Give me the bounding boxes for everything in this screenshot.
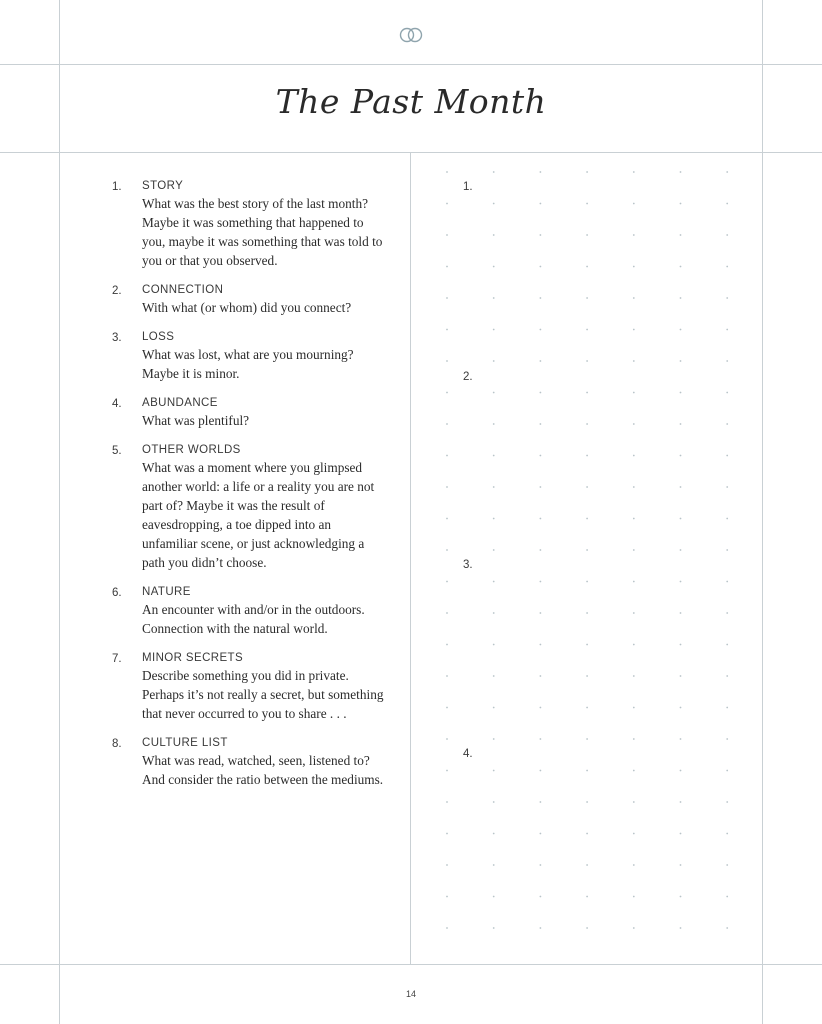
grid-dot (633, 927, 635, 929)
grid-dot (493, 644, 495, 646)
grid-dot (726, 738, 728, 740)
grid-dot (540, 833, 542, 835)
grid-dot (446, 549, 448, 551)
grid-dot (493, 770, 495, 772)
grid-dot (540, 455, 542, 457)
grid-dot (633, 612, 635, 614)
grid-dot (586, 423, 588, 425)
grid-dot (540, 486, 542, 488)
header-rule-top (0, 64, 822, 65)
grid-dot (493, 581, 495, 583)
grid-dot (680, 864, 682, 866)
grid-dot (493, 896, 495, 898)
grid-dot (680, 423, 682, 425)
grid-dot (446, 927, 448, 929)
grid-dot (726, 770, 728, 772)
grid-dot (493, 171, 495, 173)
grid-dot (726, 392, 728, 394)
grid-dot (540, 644, 542, 646)
grid-dot (586, 833, 588, 835)
grid-dot (586, 329, 588, 331)
prompt-item (112, 397, 402, 430)
grid-dot (726, 581, 728, 583)
grid-dot (633, 203, 635, 205)
grid-dot (586, 864, 588, 866)
grid-dot (446, 455, 448, 457)
grid-dot (680, 770, 682, 772)
grid-dot (446, 738, 448, 740)
grid-dot (540, 423, 542, 425)
grid-dot (446, 266, 448, 268)
grid-dot (540, 360, 542, 362)
grid-dot (633, 896, 635, 898)
grid-dot (633, 833, 635, 835)
grid-dot (633, 486, 635, 488)
grid-dot (680, 896, 682, 898)
prompt-heading: LOSS (142, 331, 175, 343)
interlocking-rings-icon (398, 26, 424, 44)
grid-dot (586, 738, 588, 740)
prompt-text: What was the best story of the last month? Maybe it was something that happened to you, maybe it was something that was told to you or that you observed. (142, 196, 383, 268)
grid-dot (540, 612, 542, 614)
grid-dot (540, 234, 542, 236)
grid-dot (493, 864, 495, 866)
grid-dot (726, 801, 728, 803)
grid-dot (726, 329, 728, 331)
footer-rule (0, 964, 822, 965)
grid-dot (726, 612, 728, 614)
grid-dot (726, 360, 728, 362)
grid-dot (540, 801, 542, 803)
prompt-item (112, 331, 402, 383)
prompt-number: 5. (112, 445, 122, 457)
grid-dot (680, 266, 682, 268)
grid-dot (493, 927, 495, 929)
grid-dot (493, 738, 495, 740)
prompt-number: 7. (112, 653, 122, 665)
grid-dot (446, 518, 448, 520)
grid-dot (493, 707, 495, 709)
prompt-text: What was read, watched, seen, listened to? And consider the ratio between the mediums. (142, 753, 384, 787)
grid-dot (540, 770, 542, 772)
grid-dot (680, 392, 682, 394)
grid-dot (680, 171, 682, 173)
prompt-list (112, 180, 402, 789)
grid-dot (446, 581, 448, 583)
grid-dot (446, 423, 448, 425)
grid-dot (586, 234, 588, 236)
grid-dot (493, 297, 495, 299)
response-number: 2. (463, 371, 473, 383)
grid-dot (633, 360, 635, 362)
grid-dot (680, 455, 682, 457)
prompt-number: 3. (112, 332, 122, 344)
grid-dot (726, 833, 728, 835)
grid-dot (493, 360, 495, 362)
grid-dot (493, 234, 495, 236)
grid-dot (493, 203, 495, 205)
grid-dot (493, 801, 495, 803)
prompt-text: What was a moment where you glimpsed another world: a life or a reality you are not part of? Maybe it was the result of eavesdropping, a toe dipped into an unfamiliar scene, or just acknowledging a path you didn’t choose. (142, 460, 375, 570)
grid-dot (633, 518, 635, 520)
response-number: 1. (463, 181, 473, 193)
grid-dot (446, 644, 448, 646)
grid-dot (446, 707, 448, 709)
grid-dot (726, 234, 728, 236)
grid-dot (540, 203, 542, 205)
header-rule-bottom (0, 152, 822, 153)
prompt-heading: OTHER WORLDS (142, 444, 241, 456)
grid-dot (726, 266, 728, 268)
grid-dot (446, 896, 448, 898)
grid-dot (446, 864, 448, 866)
prompt-heading: CULTURE LIST (142, 737, 228, 749)
grid-dot (633, 266, 635, 268)
prompt-heading: STORY (142, 180, 184, 192)
grid-dot (586, 455, 588, 457)
grid-dot (540, 896, 542, 898)
grid-dot (540, 297, 542, 299)
prompt-item (112, 444, 402, 572)
grid-dot (586, 896, 588, 898)
grid-dot (680, 612, 682, 614)
grid-dot (540, 171, 542, 173)
grid-dot (633, 423, 635, 425)
grid-dot (540, 329, 542, 331)
grid-dot (446, 360, 448, 362)
grid-dot (586, 801, 588, 803)
grid-dot (726, 707, 728, 709)
margin-rule-right (762, 0, 763, 1024)
grid-dot (633, 864, 635, 866)
grid-dot (446, 675, 448, 677)
grid-dot (726, 423, 728, 425)
prompt-item (112, 652, 402, 723)
grid-dot (446, 234, 448, 236)
grid-dot (586, 266, 588, 268)
grid-dot (633, 549, 635, 551)
grid-dot (680, 927, 682, 929)
prompt-item (112, 737, 402, 789)
grid-dot (446, 392, 448, 394)
grid-dot (493, 392, 495, 394)
grid-dot (493, 675, 495, 677)
prompt-number: 8. (112, 738, 122, 750)
grid-dot (586, 518, 588, 520)
prompt-text: An encounter with and/or in the outdoors. Connection with the natural world. (142, 602, 365, 636)
grid-dot (493, 329, 495, 331)
grid-dot (680, 203, 682, 205)
grid-dot (633, 297, 635, 299)
grid-dot (726, 203, 728, 205)
grid-dot (493, 518, 495, 520)
grid-dot (446, 612, 448, 614)
prompt-number: 6. (112, 587, 122, 599)
grid-dot (446, 486, 448, 488)
grid-dot (586, 770, 588, 772)
grid-dot (633, 329, 635, 331)
grid-dot (446, 833, 448, 835)
grid-dot (680, 833, 682, 835)
grid-dot (540, 266, 542, 268)
grid-dot (726, 644, 728, 646)
grid-dot (633, 171, 635, 173)
grid-dot (540, 738, 542, 740)
grid-dot (633, 234, 635, 236)
grid-dot (493, 455, 495, 457)
grid-dot (586, 297, 588, 299)
grid-dot (680, 486, 682, 488)
grid-dot (726, 297, 728, 299)
grid-dot (540, 518, 542, 520)
prompt-number: 4. (112, 398, 122, 410)
prompt-text: What was plentiful? (142, 413, 250, 428)
grid-dot (586, 927, 588, 929)
grid-dot (586, 360, 588, 362)
grid-dot (680, 518, 682, 520)
grid-dot (493, 266, 495, 268)
prompt-heading: MINOR SECRETS (142, 652, 244, 664)
column-divider (410, 152, 411, 964)
grid-dot (446, 203, 448, 205)
prompt-item (112, 586, 402, 638)
grid-dot (493, 549, 495, 551)
grid-dot (680, 549, 682, 551)
grid-dot (540, 864, 542, 866)
grid-dot (680, 707, 682, 709)
grid-dot (633, 801, 635, 803)
grid-dot (493, 486, 495, 488)
grid-dot (540, 392, 542, 394)
grid-dot (680, 234, 682, 236)
grid-dot (586, 549, 588, 551)
grid-dot (493, 423, 495, 425)
page-number: 14 (405, 989, 416, 999)
prompt-heading: CONNECTION (142, 284, 224, 296)
grid-dot (726, 455, 728, 457)
grid-dot (446, 297, 448, 299)
prompt-heading: NATURE (142, 586, 191, 598)
grid-dot (540, 581, 542, 583)
grid-dot (633, 644, 635, 646)
grid-dot (586, 707, 588, 709)
grid-dot (540, 675, 542, 677)
grid-dot (726, 171, 728, 173)
grid-dot (586, 392, 588, 394)
grid-dot (586, 203, 588, 205)
grid-dot (586, 486, 588, 488)
grid-dot (680, 297, 682, 299)
grid-dot (493, 833, 495, 835)
grid-dot (680, 675, 682, 677)
response-number: 3. (463, 559, 473, 571)
margin-rule-left (59, 0, 60, 1024)
grid-dot (726, 549, 728, 551)
grid-dot (586, 581, 588, 583)
prompt-item (112, 180, 402, 270)
grid-dot (586, 171, 588, 173)
grid-dot (586, 612, 588, 614)
grid-dot (540, 707, 542, 709)
grid-dot (540, 549, 542, 551)
grid-dot (493, 612, 495, 614)
grid-dot (726, 927, 728, 929)
prompt-number: 2. (112, 285, 122, 297)
grid-dot (446, 770, 448, 772)
grid-dot (726, 896, 728, 898)
grid-dot (633, 581, 635, 583)
grid-dot (726, 518, 728, 520)
dot-grid-writing-area[interactable] (430, 160, 760, 940)
grid-dot (446, 171, 448, 173)
prompt-text: Describe something you did in private. Perhaps it’s not really a secret, but something that never occurred to you to share . . . (142, 668, 384, 721)
grid-dot (633, 738, 635, 740)
grid-dot (633, 707, 635, 709)
page-title: The Past Month (275, 82, 547, 121)
prompt-text: With what (or whom) did you connect? (142, 300, 352, 315)
grid-dot (586, 675, 588, 677)
grid-dot (726, 675, 728, 677)
grid-dot (680, 581, 682, 583)
grid-dot (633, 675, 635, 677)
grid-dot (726, 486, 728, 488)
grid-dot (586, 644, 588, 646)
prompt-heading: ABUNDANCE (142, 397, 218, 409)
grid-dot (540, 927, 542, 929)
response-number: 4. (463, 748, 473, 760)
grid-dot (446, 801, 448, 803)
grid-dot (633, 770, 635, 772)
prompt-item (112, 284, 402, 317)
grid-dot (446, 329, 448, 331)
grid-dot (680, 329, 682, 331)
grid-dot (633, 455, 635, 457)
grid-dot (726, 864, 728, 866)
grid-dot (680, 360, 682, 362)
grid-dot (680, 738, 682, 740)
prompt-text: What was lost, what are you mourning? Maybe it is minor. (142, 347, 354, 381)
grid-dot (680, 644, 682, 646)
grid-dot (633, 392, 635, 394)
prompt-number: 1. (112, 181, 122, 193)
grid-dot (680, 801, 682, 803)
